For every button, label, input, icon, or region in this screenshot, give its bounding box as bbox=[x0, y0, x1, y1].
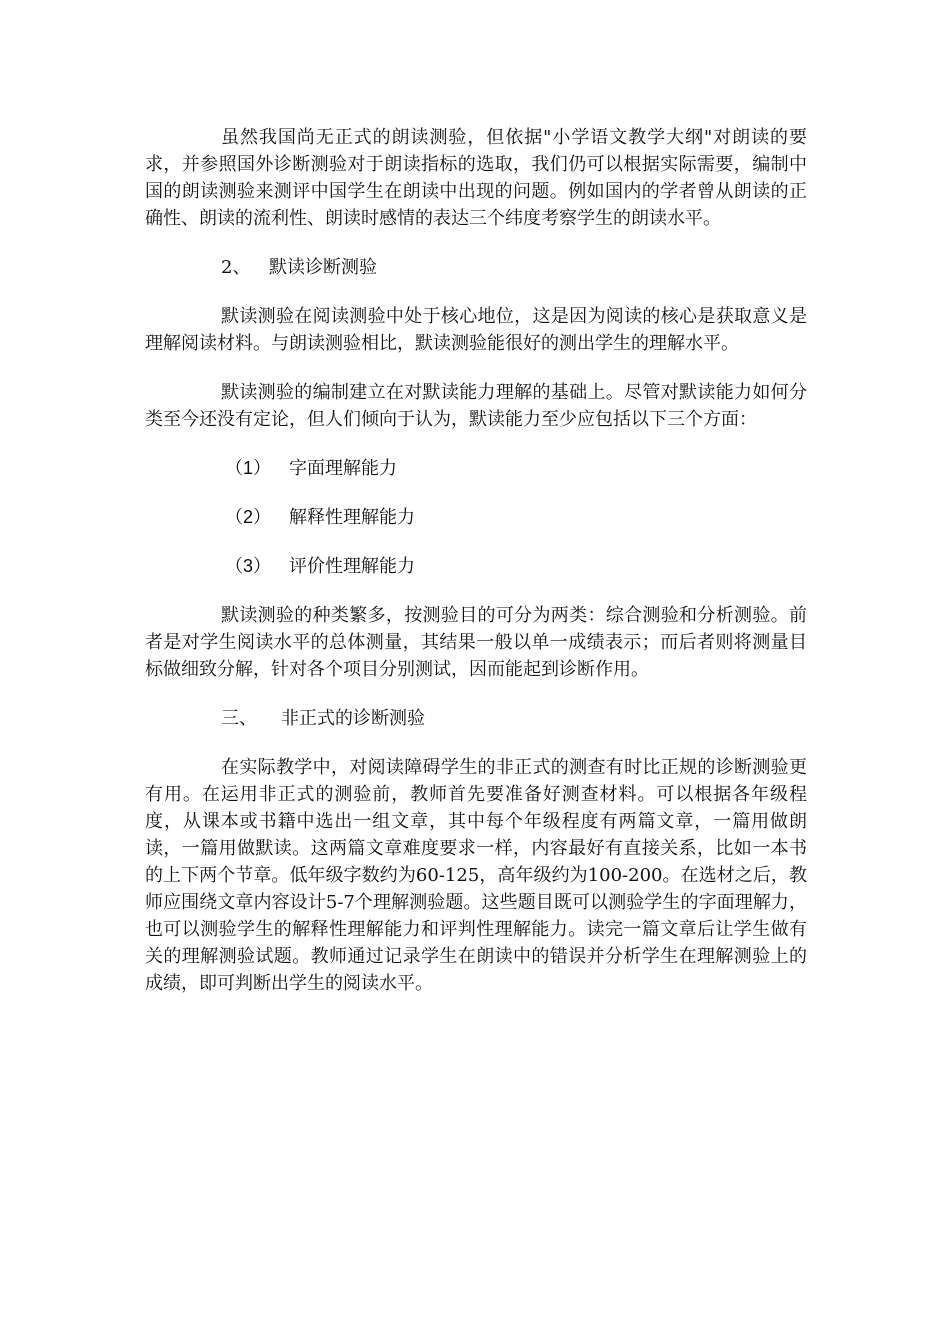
paragraph-informal-test-practice: 在实际教学中，对阅读障碍学生的非正式的测查有时比正规的诊断测验更有用。在运用非正式的测验前，教师首先要准备好测查材料。可以根据各年级程度，从课本或书籍中选出一组文章，其中每个年级程度有两篇文章，一篇用做朗读，一篇用做默读。这两篇文章难度要求一样，内容最好有直接关系，比如一本书的上下两个节章。低年级字数约为60-125，高年级约为100-200。在选材之后，教师应围绕文章内容设计5-7个理解测验题。这些题目既可以测验学生的字面理解力，也可以测验学生的解释性理解能力和评判性理解能力。读完一篇文章后让学生做有关的理解测验试题。教师通过记录学生在朗读中的错误并分析学生在理解测验上的成绩，即可判断出学生的阅读水平。 bbox=[145, 757, 807, 994]
section-number: 三、 bbox=[221, 708, 257, 729]
list-text: 评价性理解能力 bbox=[289, 556, 415, 577]
list-number: （1） bbox=[225, 458, 272, 478]
paragraph-silent-reading-ability: 默读测验的编制建立在对默读能力理解的基础上。尽管对默读能力如何分类至今还没有定论，但人们倾向于认为，默读能力至少应包括以下三个方面： bbox=[145, 382, 807, 430]
list-item-literal bbox=[145, 455, 807, 482]
paragraph-test-types: 默读测验的种类繁多，按测验目的可分为两类：综合测验和分析测验。前者是对学生阅读水平的总体测量，其结果一般以单一成绩表示；而后者则将测量目标做细致分解，针对各个项目分别测试，因而能起到诊断作用。 bbox=[145, 605, 807, 680]
paragraph-oral-reading-test: 虽然我国尚无正式的朗读测验，但依据"小学语文教学大纲"对朗读的要求，并参照国外诊断测验对于朗读指标的选取，我们仍可以根据实际需要，编制中国的朗读测验来测评中国学生在朗读中出现的问题。例如国内的学者曾从朗读的正确性、朗读的流利性、朗读时感情的表达三个纬度考察学生的朗读水平。 bbox=[145, 127, 807, 229]
section-title: 非正式的诊断测验 bbox=[281, 708, 425, 729]
paragraph-silent-reading-core: 默读测验在阅读测验中处于核心地位，这是因为阅读的核心是获取意义是理解阅读材料。与朗读测验相比，默读测验能很好的测出学生的理解水平。 bbox=[145, 306, 807, 354]
section-heading-informal-test bbox=[145, 705, 807, 732]
list-item-evaluative bbox=[145, 553, 807, 580]
list-item-interpretive bbox=[145, 504, 807, 531]
list-number: （3） bbox=[225, 556, 272, 576]
document-page bbox=[145, 124, 807, 1019]
section-number: 2、 bbox=[221, 257, 251, 278]
list-text: 解释性理解能力 bbox=[289, 507, 415, 528]
list-number: （2） bbox=[225, 507, 272, 527]
list-text: 字面理解能力 bbox=[289, 458, 397, 479]
section-heading-silent-reading bbox=[145, 254, 807, 281]
section-title: 默读诊断测验 bbox=[269, 257, 377, 278]
